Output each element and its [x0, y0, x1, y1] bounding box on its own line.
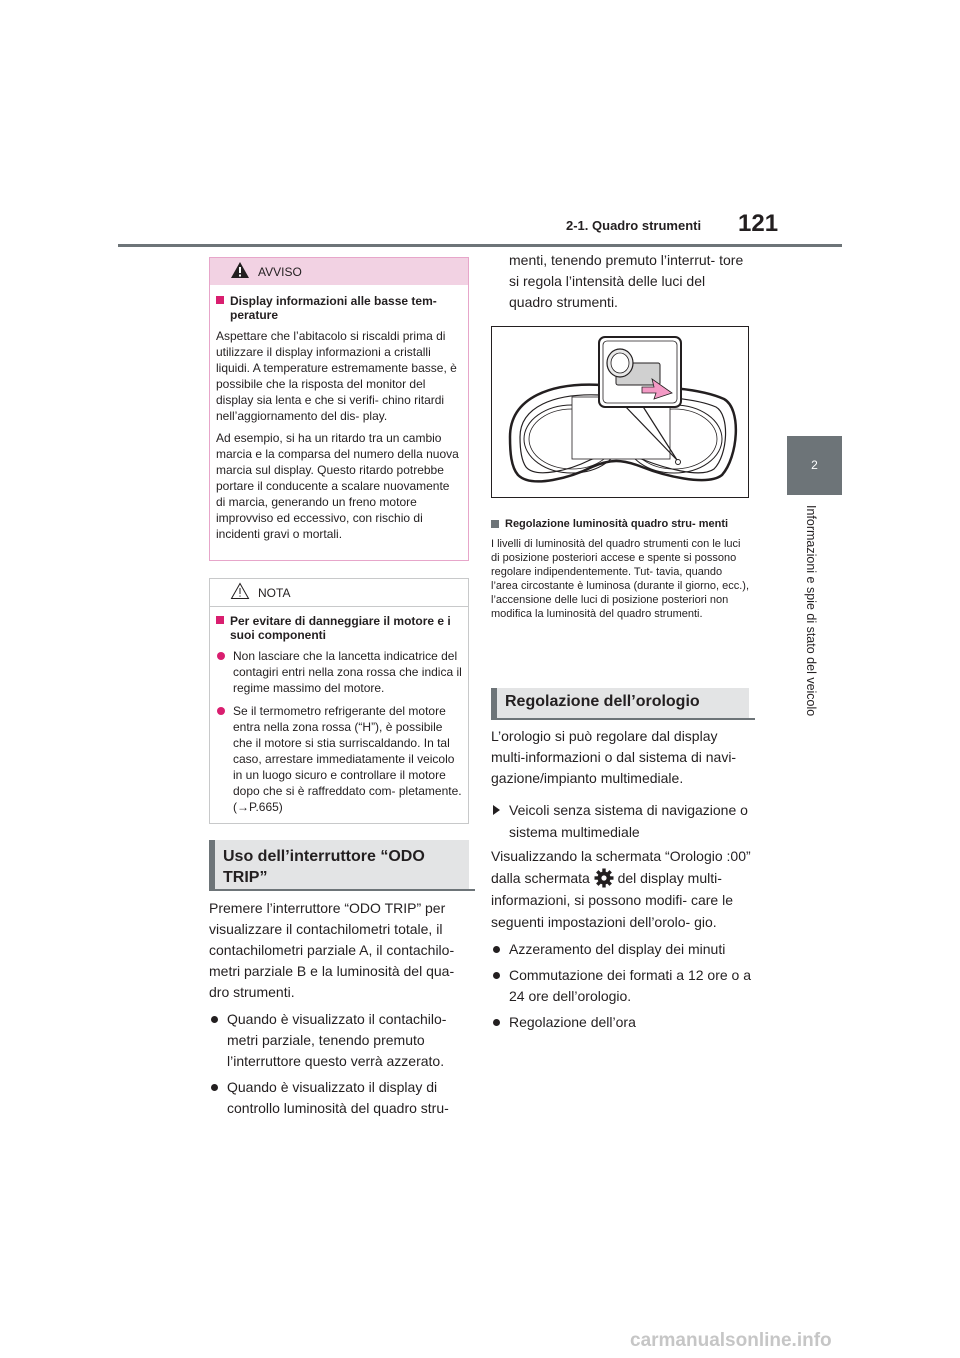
page-number: 121 [738, 210, 779, 237]
square-bullet-icon [216, 616, 224, 624]
cluster-drawing [492, 327, 748, 497]
bullet-dot-icon [211, 1016, 218, 1023]
header-section-title: 2-1. Quadro strumenti [566, 218, 702, 233]
brightness-note [491, 518, 749, 621]
odo-bullet: Quando è visualizzato il display di controllo luminosità del quadro stru- [209, 1077, 471, 1119]
note-item: Non lasciare che la lancetta indicatrice del contagiri entri nella zona rossa che indica il regime massimo del motore. [216, 648, 462, 696]
round-bullet-icon [217, 652, 225, 660]
brightness-text: I livelli di luminosità del quadro strumenti con le luci di posizione posteriori accese e spente si possono regolare indipendentemente. Tut- tavia, quando l’area circostante è luminosa (durante il giorno, ecc.), l’accensione delle luci di posizione posteriori non modifica la luminosità del quadro strumenti. [491, 538, 750, 620]
bullet-dot-icon [493, 1019, 500, 1026]
section-underline [209, 889, 475, 891]
note-item: Se il termometro refrigerante del motore entra nella zona rossa (“H”), è possibile che il motore si stia surriscaldando. In tal caso, arrestare immediatamente il veicolo in un luogo sicuro e controllare il motore dopo che si è raffreddato com- pletamente. (→P.665) [216, 703, 462, 815]
warning-paragraph: Aspettare che l’abitacolo si riscaldi prima di utilizzare il display informazioni a cristalli liquidi. A temperature estremamente basse, è possibile che la risposta del monitor del display sia lenta e che si verifi- chino ritardi nell’aggiornamento del dis- play. [216, 329, 457, 423]
odo-bullet: Quando è visualizzato il contachilo- metri parziale, tenendo premuto l’interruttore questo verrà azzerato. [209, 1009, 471, 1072]
warning-heading: Display informazioni alle basse tem- perature [216, 294, 462, 322]
clock-section-body [491, 726, 753, 1033]
warning-paragraph: Ad esempio, si ha un ritardo tra un cambio marcia e la comparsa del numero della nuova marcia sul display. Questo ritardo potrebbe portare il conducente a scalare nuovamente di marcia, generando un freno motore improvviso ed eccessivo, con rischio di incidenti gravi o mortali. [216, 431, 459, 541]
note-title: NOTA [258, 586, 291, 600]
watermark: carmanualsonline.info [630, 1330, 832, 1351]
header-rule [118, 244, 842, 247]
clock-paragraph: Visualizzando la schermata “Orologio :00” dalla schermata del display multi-informazioni, si possono modifi- care le seguenti impostazioni dell’orolo- gio. [491, 848, 751, 930]
instrument-cluster-illustration [491, 326, 749, 498]
gear-icon [594, 868, 614, 888]
warning-box [209, 257, 469, 561]
section-title-odo-trip: Uso dell’interruttore “ODO TRIP” [209, 840, 469, 889]
chapter-number: 2 [811, 458, 818, 472]
odo-intro: Premere l’interruttore “ODO TRIP” per visualizzare il contachilometri totale, il contachilometri parziale A, il contachilo- metri parziale B e la luminosità del qua- dro strumenti. [209, 900, 455, 1000]
warning-header [210, 258, 468, 285]
note-header [210, 579, 468, 607]
section-underline [491, 718, 755, 720]
bullet-dot-icon [493, 946, 500, 953]
clock-intro: L’orologio si può regolare dal display multi-informazioni o dal sistema di navi- gazione/impianto multimediale. [491, 728, 737, 786]
clock-bullet: Azzeramento del display dei minuti [491, 939, 753, 960]
brightness-heading: Regolazione luminosità quadro stru- menti [491, 518, 749, 531]
round-bullet-icon [217, 707, 225, 715]
chapter-title: Informazioni e spie di stato del veicolo [804, 505, 818, 717]
bullet-dot-icon [211, 1084, 218, 1091]
bullet-dot-icon [493, 972, 500, 979]
chapter-title-vertical [758, 505, 878, 745]
clock-subheading: Veicoli senza sistema di navigazione o sistema multimediale [491, 799, 753, 843]
square-bullet-icon [216, 296, 224, 304]
warning-title: AVVISO [258, 265, 302, 279]
warning-triangle-icon [230, 261, 250, 279]
clock-bullet: Regolazione dell’ora [491, 1012, 753, 1033]
clock-bullet: Commutazione dei formati a 12 ore o a 24 ore dell’orologio. [491, 965, 753, 1007]
square-bullet-icon [491, 520, 499, 528]
caution-triangle-icon [230, 582, 250, 600]
triangle-bullet-icon [493, 805, 500, 815]
note-heading: Per evitare di danneggiare il motore e i suoi componenti [216, 614, 462, 642]
section-title-clock: Regolazione dell’orologio [491, 688, 749, 718]
odo-continued: menti, tenendo premuto l’interrut- tore si regola l’intensità delle luci del quadro strumenti. [509, 252, 744, 310]
note-box [209, 578, 469, 824]
odo-section-body [209, 898, 471, 1119]
